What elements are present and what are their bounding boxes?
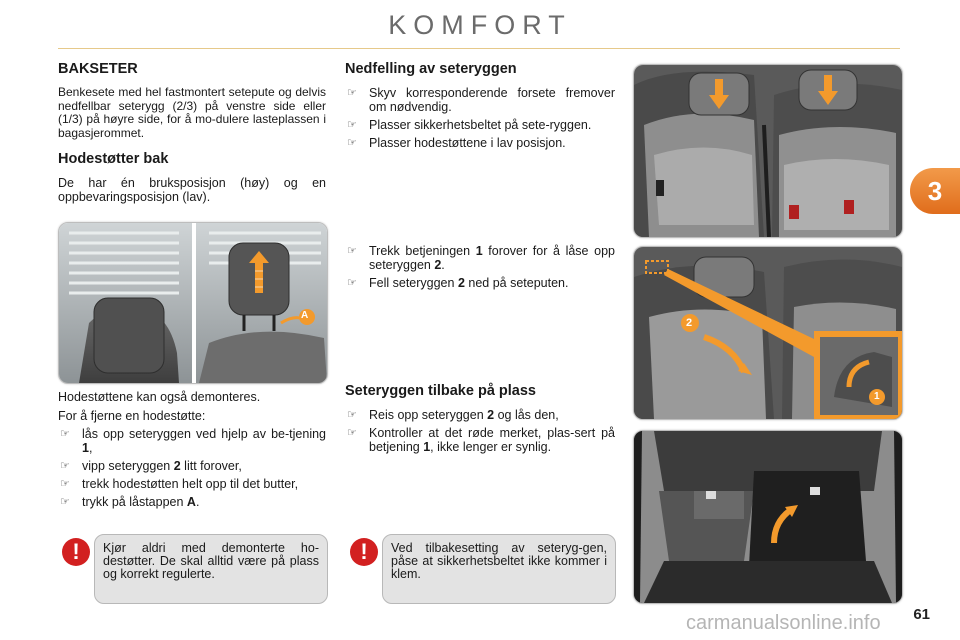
list-item: ☞ trekk hodestøtten helt opp til det butter,: [60, 477, 299, 491]
list-item: ☞ trykk på låstappen A.: [60, 495, 200, 509]
list-item: ☞ Trekk betjeningen 1 forover for å låse opp seteryggen 2.: [347, 244, 615, 272]
pointing-hand-icon: ☞: [60, 478, 70, 490]
list-item: ☞ Reis opp seteryggen 2 og lås den,: [347, 408, 559, 422]
pointing-hand-icon: ☞: [60, 428, 70, 440]
left-lower-text: [58, 390, 326, 513]
after-photo-line-2: For å fjerne en hodestøtte:: [58, 409, 206, 423]
pointing-hand-icon: ☞: [60, 496, 70, 508]
middle-column-b: [345, 244, 615, 294]
list-item: ☞ Fell seteryggen 2 ned på seteputen.: [347, 276, 569, 290]
photo-label-2: 2: [686, 317, 693, 329]
list-item: ☞ Kontroller at det røde merket, plas-sert på betjening 1, ikke lenger er synlig.: [347, 426, 615, 454]
sub-heading-hodestotter: Hodestøtter bak: [58, 151, 169, 167]
chapter-tab[interactable]: 3: [910, 168, 960, 214]
intro-text: Benkesete med hel fastmontert setepute og delvis nedfellbar seterygg (2/3) på venstre side eller (1/3) på høyre side, for å mo-dulere lasteplassen i bagasjerommet.: [58, 85, 326, 140]
pointing-hand-icon: ☞: [347, 137, 357, 149]
list-item: ☞ Skyv korresponderende forsete fremover om nødvendig.: [347, 86, 615, 114]
sub-text: De har én bruksposisjon (høy) og en oppbevaringsposisjon (lav).: [58, 176, 326, 204]
list-item: ☞ lås opp seteryggen ved hjelp av be-tjening 1,: [60, 427, 326, 455]
pointing-hand-icon: ☞: [347, 277, 357, 289]
section-heading-tilbake: Seteryggen tilbake på plass: [345, 383, 536, 399]
headrest-photo: [58, 222, 328, 384]
left-column: [58, 62, 326, 204]
rear-seats-photo: [633, 64, 903, 238]
middle-column: [345, 62, 615, 154]
pointing-hand-icon: ☞: [347, 427, 357, 439]
warning-box-middle: [382, 534, 616, 604]
pointing-hand-icon: ☞: [347, 87, 357, 99]
pointing-hand-icon: ☞: [347, 245, 357, 257]
photo-label-a: A: [301, 310, 309, 321]
warning-text-left: Kjør aldri med demonterte ho-destøtter. De skal alltid være på plass og korrekt regulerte.: [103, 541, 319, 581]
list-item: ☞ Plasser sikkerhetsbeltet på sete-ryggen.: [347, 118, 592, 132]
section-heading-baksetrer: BAKSETER: [58, 61, 138, 77]
fold-seat-photo: [633, 246, 903, 420]
pointing-hand-icon: ☞: [347, 409, 357, 421]
warning-box-left: [94, 534, 328, 604]
pointing-hand-icon: ☞: [60, 460, 70, 472]
trunk-photo: [633, 430, 903, 604]
title-divider: [58, 48, 900, 49]
page-title: KOMFORT: [388, 10, 572, 40]
warning-text-middle: Ved tilbakesetting av seteryg-gen, påse at sikkerhetsbeltet ikke kommer i klem.: [391, 541, 607, 581]
section-heading-nedfelling: Nedfelling av seteryggen: [345, 61, 517, 77]
page-number: 61: [913, 606, 930, 623]
list-item: ☞ Plasser hodestøttene i lav posisjon.: [347, 136, 566, 150]
exclamation-icon: !: [350, 538, 378, 566]
watermark-text: carmanualsonline.info: [686, 612, 881, 634]
list-item: ☞ vipp seteryggen 2 litt forover,: [60, 459, 242, 473]
middle-column-c: [345, 384, 615, 458]
exclamation-icon: !: [62, 538, 90, 566]
pointing-hand-icon: ☞: [347, 119, 357, 131]
after-photo-line-1: Hodestøttene kan også demonteres.: [58, 390, 261, 404]
photo-label-1: 1: [874, 391, 880, 402]
